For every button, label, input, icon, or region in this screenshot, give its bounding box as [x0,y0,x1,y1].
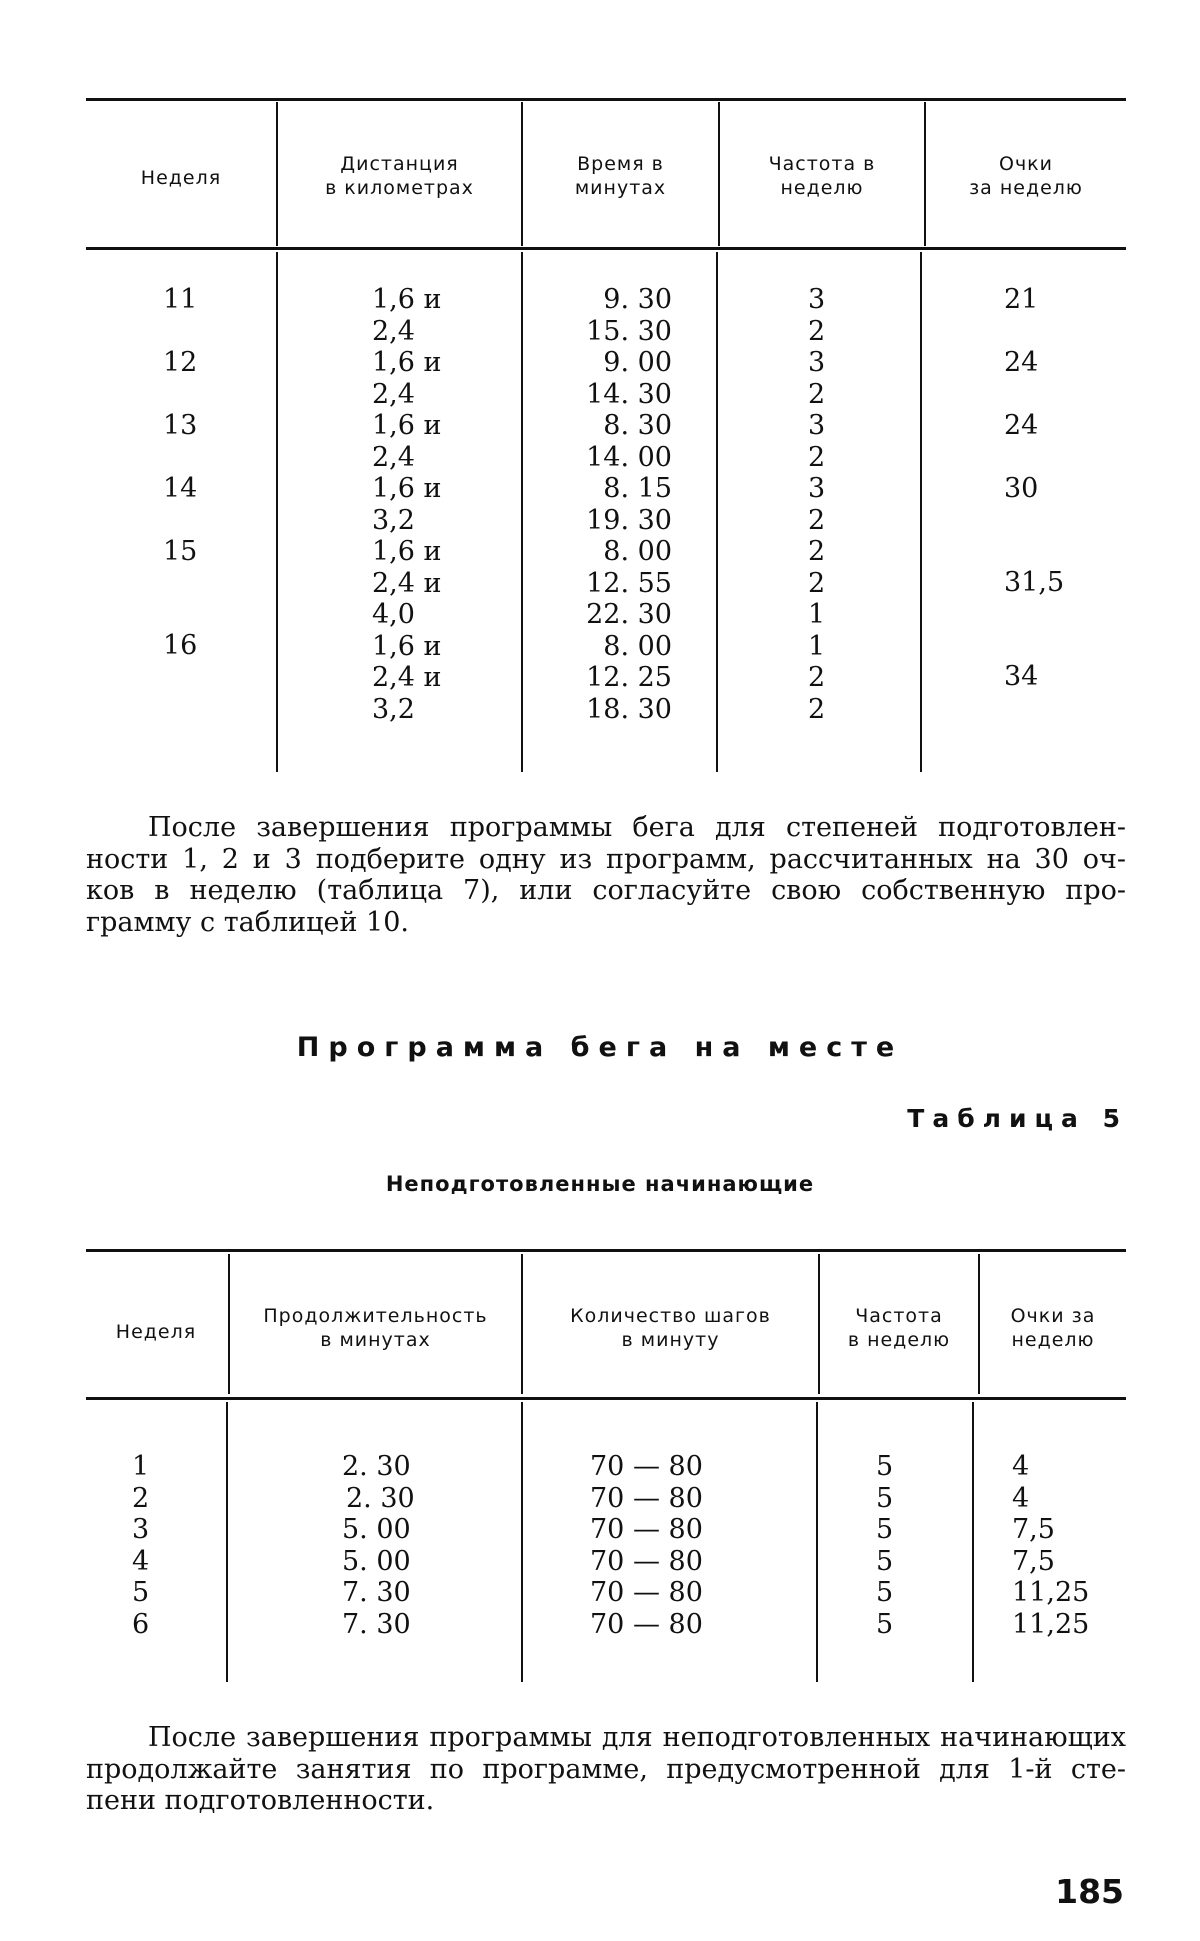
paragraph-line: пени подготовленности. [86,1785,1126,1817]
table5-points: 4 [1012,1451,1089,1483]
table5-duration-column [342,1451,411,1640]
paragraph-line: продолжайте занятия по программе, предусмотренной для 1-й сте- [86,1754,1126,1786]
table4-frequency-column [808,284,825,725]
table4-distance: 2,4 [372,442,442,474]
table4-frequency: 2 [808,379,825,411]
table5-points: 7,5 [1012,1546,1089,1578]
table4-distance: 2,4 и [372,568,442,600]
table4-distance: 1,6 и [372,631,442,663]
table5-frequency-column [876,1451,893,1640]
table5-points: 11,25 [1012,1577,1089,1609]
table4-time: 12. 55 [560,568,672,600]
table5-duration: 2. 30 [342,1451,411,1483]
table5-week: 6 [132,1609,149,1641]
table4-header-distance: Дистанция в километрах [278,152,521,200]
table5-week: 5 [132,1577,149,1609]
table4-distance: 4,0 [372,599,442,631]
table5-steps-column [590,1451,703,1640]
table4-col-divider [920,252,922,772]
paragraph-line: После завершения программы бега для степеней подготовлен- [86,812,1126,844]
table4-distance-column [372,284,442,725]
section-title: Программа бега на месте [0,1032,1200,1063]
table5-title: Неподготовленные начинающие [0,1172,1200,1196]
table5-duration: 5. 00 [342,1514,411,1546]
table4-distance: 1,6 и [372,347,442,379]
table5-duration: 2. 30 [346,1483,415,1515]
table4-week: 12 [163,347,197,379]
table4-frequency: 3 [808,347,825,379]
table5-week: 2 [132,1483,149,1515]
table4-distance: 2,4 [372,316,442,348]
table4-points: 21 [1004,284,1038,316]
paragraph-line: грамму с таблицей 10. [86,907,1126,939]
table5-steps: 70 — 80 [590,1483,703,1515]
table5-week: 3 [132,1514,149,1546]
table4-header-rule [86,247,1126,250]
table4-frequency: 1 [808,631,825,663]
table4-time: 19. 30 [560,505,672,537]
table5-week: 1 [132,1451,149,1483]
table5-frequency: 5 [876,1609,893,1641]
table4-col-divider [276,252,278,772]
table4-col-divider [521,252,523,772]
table4-header-time: Время в минутах [523,152,718,200]
table4-time: 12. 25 [560,662,672,694]
page-number: 185 [1055,1872,1124,1911]
paragraph-line: После завершения программы для неподготовленных начинающих [86,1722,1126,1754]
table4-frequency: 2 [808,505,825,537]
table5-frequency: 5 [876,1577,893,1609]
table5-header-week: Неделя [86,1320,226,1344]
table4-points: 30 [1004,473,1038,505]
table5-points: 7,5 [1012,1514,1089,1546]
table4-frequency: 2 [808,662,825,694]
table4-time: 9. 30 [560,284,672,316]
table4-top-rule [86,98,1126,101]
table4-week: 15 [163,536,197,568]
table5-steps: 70 — 80 [590,1609,703,1641]
paragraph-after-table4 [86,812,1126,938]
table4-week: 11 [163,284,197,316]
table5-week-column [132,1451,149,1640]
table4-frequency: 3 [808,410,825,442]
table4-time: 14. 30 [560,379,672,411]
table5-steps: 70 — 80 [590,1546,703,1578]
table5-steps: 70 — 80 [590,1577,703,1609]
table4-week: 14 [163,473,197,505]
table4-time: 14. 00 [560,442,672,474]
table4-time-column [560,284,672,725]
table4-distance: 2,4 и [372,662,442,694]
table4-distance: 3,2 [372,694,442,726]
table4-header-frequency: Частота в неделю [720,152,924,200]
table5-frequency: 5 [876,1546,893,1578]
table5-col-divider [972,1402,974,1682]
table4-points: 24 [1004,347,1038,379]
table5-top-rule [86,1249,1126,1252]
table5-header-steps: Количество шагов в минуту [523,1304,818,1352]
table5-col-divider [226,1402,228,1682]
table5-duration: 7. 30 [342,1609,411,1641]
table5-header-points: Очки за неделю [980,1304,1126,1352]
table4-distance: 1,6 и [372,284,442,316]
table5-points: 11,25 [1012,1609,1089,1641]
table4-distance: 1,6 и [372,473,442,505]
table4-week: 13 [163,410,197,442]
table4-header-points: Очки за неделю [926,152,1126,200]
table4-time: 22. 30 [560,599,672,631]
paragraph-after-table5 [86,1722,1126,1817]
table5-duration: 5. 00 [342,1546,411,1578]
table5-points: 4 [1012,1483,1089,1515]
table5-frequency: 5 [876,1514,893,1546]
table5-frequency: 5 [876,1451,893,1483]
table4-distance: 1,6 и [372,410,442,442]
table4-frequency: 3 [808,473,825,505]
table4-frequency: 3 [808,284,825,316]
table4-frequency: 2 [808,442,825,474]
table4-frequency: 1 [808,599,825,631]
table4-header-week: Неделя [86,166,276,190]
table5-header-frequency: Частота в неделю [820,1304,978,1352]
table5-header-duration: Продолжительность в минутах [230,1304,521,1352]
table4-points: 31,5 [1004,567,1064,599]
paragraph-line: ности 1, 2 и 3 подберите одну из программ, рассчитанных на 30 оч- [86,844,1126,876]
table5-col-divider [816,1402,818,1682]
table5-points-column [1012,1451,1089,1640]
table4-points: 34 [1004,661,1038,693]
table-label: Таблица 5 [907,1104,1128,1133]
table4-points: 24 [1004,410,1038,442]
table5-week: 4 [132,1546,149,1578]
table4-distance: 1,6 и [372,536,442,568]
table4-time: 8. 30 [560,410,672,442]
table4-time: 8. 00 [560,631,672,663]
table4-frequency: 2 [808,316,825,348]
table5-frequency: 5 [876,1483,893,1515]
table4-time: 9. 00 [560,347,672,379]
table4-frequency: 2 [808,536,825,568]
table4-frequency: 2 [808,694,825,726]
table4-distance: 3,2 [372,505,442,537]
table4-distance: 2,4 [372,379,442,411]
table4-time: 18. 30 [560,694,672,726]
paragraph-line: ков в неделю (таблица 7), или согласуйте свою собственную про- [86,875,1126,907]
table4-frequency: 2 [808,568,825,600]
table5-header-rule [86,1397,1126,1400]
table5-steps: 70 — 80 [590,1514,703,1546]
table4-col-divider [716,252,718,772]
table4-week: 16 [163,630,197,662]
table4-time: 8. 00 [560,536,672,568]
table5-col-divider [521,1402,523,1682]
table5-steps: 70 — 80 [590,1451,703,1483]
table4-time: 15. 30 [560,316,672,348]
table4-time: 8. 15 [560,473,672,505]
table5-duration: 7. 30 [342,1577,411,1609]
